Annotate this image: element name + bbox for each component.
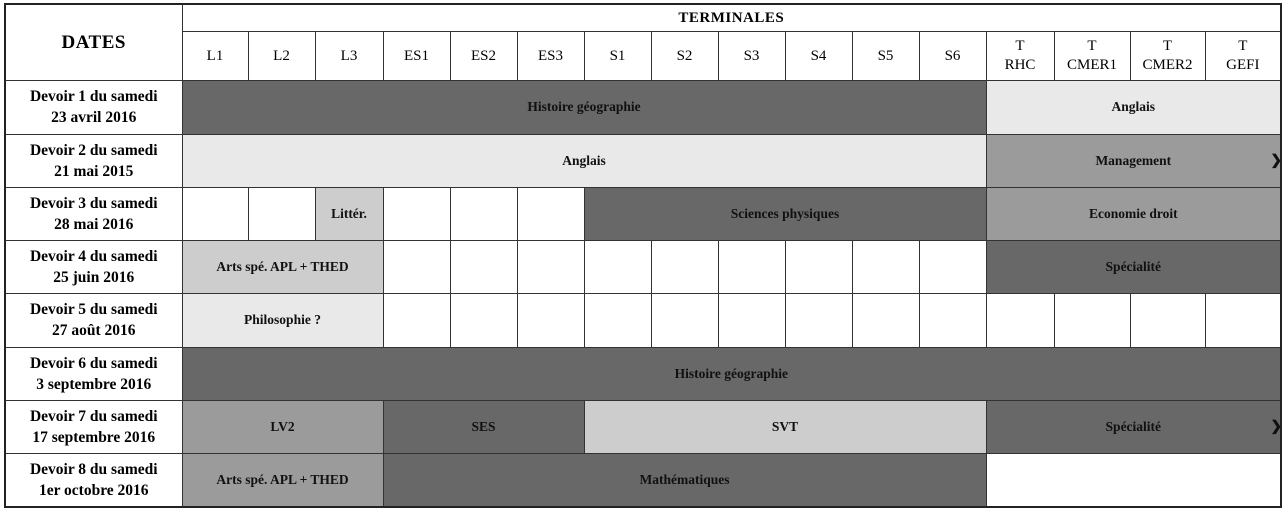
t-class-prefix: T <box>1015 38 1025 55</box>
table-row <box>5 134 1281 187</box>
subject-cell: Sciences physiques <box>584 187 986 240</box>
date-cell <box>5 294 182 347</box>
empty-cell <box>651 241 718 294</box>
t-class-header <box>1054 32 1130 81</box>
exam-schedule-table <box>4 3 1282 508</box>
date-line2: 3 septembre 2016 <box>36 375 152 393</box>
empty-cell <box>584 241 651 294</box>
date-line1: Devoir 8 du samedi <box>29 461 158 479</box>
empty-cell <box>383 294 450 347</box>
empty-cell <box>517 294 584 347</box>
t-class-prefix: T <box>1162 38 1173 55</box>
empty-cell <box>785 241 852 294</box>
table-row <box>5 241 1281 294</box>
empty-cell <box>450 241 517 294</box>
date-cell <box>5 454 182 507</box>
subject-cell: Philosophie ? <box>182 294 383 347</box>
empty-cell <box>919 294 986 347</box>
t-class-header <box>1205 32 1281 81</box>
date-line2: 27 août 2016 <box>51 322 136 340</box>
t-class-prefix: T <box>1238 38 1248 55</box>
date-line1: Devoir 5 du samedi <box>29 301 158 319</box>
date-cell <box>5 81 182 134</box>
empty-cell <box>1205 294 1281 347</box>
date-cell <box>5 241 182 294</box>
subject-cell: LV2 <box>182 400 383 453</box>
subject-cell: Economie droit <box>986 187 1281 240</box>
subject-cell: Mathématiques <box>383 454 986 507</box>
empty-cell <box>1130 294 1205 347</box>
class-header: L1 <box>182 32 248 81</box>
class-header: L3 <box>315 32 383 81</box>
t-class-header <box>1130 32 1205 81</box>
empty-cell <box>450 187 517 240</box>
class-header: S4 <box>785 32 852 81</box>
subject-cell: SVT <box>584 400 986 453</box>
class-header: ES2 <box>450 32 517 81</box>
empty-cell <box>718 241 785 294</box>
date-cell <box>5 400 182 453</box>
t-class-name: GEFI <box>1226 57 1260 74</box>
date-line1: Devoir 1 du samedi <box>29 88 158 106</box>
table-row <box>5 294 1281 347</box>
subject-cell: Histoire géographie <box>182 81 986 134</box>
date-cell <box>5 134 182 187</box>
empty-cell <box>517 187 584 240</box>
empty-cell <box>986 294 1054 347</box>
table-row <box>5 347 1281 400</box>
subject-cell: SES <box>383 400 584 453</box>
class-header: S2 <box>651 32 718 81</box>
date-line2: 23 avril 2016 <box>51 109 137 127</box>
subject-cell: Littér. <box>315 187 383 240</box>
subject-cell: Anglais <box>182 134 986 187</box>
subject-cell: Spécialité ❯ <box>986 400 1281 453</box>
subject-cell: Management ❯ <box>986 134 1281 187</box>
subject-cell: Arts spé. APL + THED <box>182 454 383 507</box>
empty-cell <box>852 294 919 347</box>
subject-cell: Arts spé. APL + THED <box>182 241 383 294</box>
t-class-name: CMER2 <box>1142 57 1193 74</box>
empty-cell <box>785 294 852 347</box>
date-line2: 28 mai 2016 <box>54 215 134 233</box>
date-cell <box>5 187 182 240</box>
empty-cell <box>1054 294 1130 347</box>
class-header: ES3 <box>517 32 584 81</box>
terminales-header: TERMINALES <box>182 4 1281 32</box>
class-header: S1 <box>584 32 651 81</box>
date-line2: 21 mai 2015 <box>54 162 134 180</box>
class-header: S3 <box>718 32 785 81</box>
t-class-name: RHC <box>1004 57 1036 74</box>
date-line1: Devoir 4 du samedi <box>29 248 158 266</box>
date-line2: 25 juin 2016 <box>53 269 135 287</box>
empty-cell <box>919 241 986 294</box>
class-header: ES1 <box>383 32 450 81</box>
empty-cell <box>248 187 315 240</box>
t-class-prefix: T <box>1087 38 1097 55</box>
t-class-name: CMER1 <box>1066 57 1117 74</box>
empty-cell <box>986 454 1281 507</box>
empty-cell <box>383 241 450 294</box>
empty-cell <box>182 187 248 240</box>
date-cell <box>5 347 182 400</box>
date-line1: Devoir 3 du samedi <box>29 194 158 212</box>
table-row <box>5 187 1281 240</box>
empty-cell <box>450 294 517 347</box>
date-line2: 1er octobre 2016 <box>38 482 149 500</box>
date-line1: Devoir 7 du samedi <box>29 407 158 425</box>
subject-cell: Anglais <box>986 81 1281 134</box>
t-class-header <box>986 32 1054 81</box>
empty-cell <box>584 294 651 347</box>
empty-cell <box>852 241 919 294</box>
subject-cell: Spécialité <box>986 241 1281 294</box>
subject-cell: Histoire géographie <box>182 347 1281 400</box>
date-line1: Devoir 2 du samedi <box>29 141 158 159</box>
table-row <box>5 454 1281 507</box>
empty-cell <box>383 187 450 240</box>
dates-header: DATES <box>5 4 182 81</box>
date-line2: 17 septembre 2016 <box>32 428 156 446</box>
date-line1: Devoir 6 du samedi <box>29 354 158 372</box>
table-row <box>5 81 1281 134</box>
empty-cell <box>517 241 584 294</box>
class-header: S6 <box>919 32 986 81</box>
table-row <box>5 400 1281 453</box>
empty-cell <box>651 294 718 347</box>
class-header: S5 <box>852 32 919 81</box>
class-header: L2 <box>248 32 315 81</box>
empty-cell <box>718 294 785 347</box>
